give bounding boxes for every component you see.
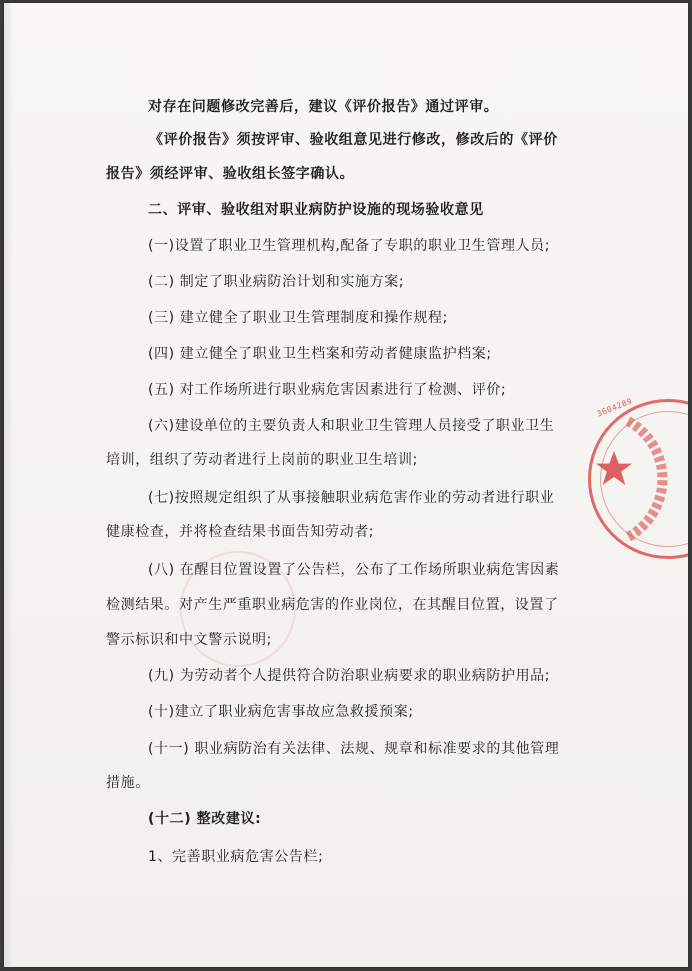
list-item-continuation: 健康检查，并将检查结果书面告知劳动者; [106,524,375,540]
paragraph-line: 报告》须经评审、验收组长签字确认。 [106,166,355,182]
seal-code: 3604289 [595,396,634,419]
list-item: (十一) 职业病防治有关法律、法规、规章和标准要求的其他管理 [148,741,560,757]
subsection-heading: (十二) 整改建议: [148,811,262,827]
list-item: (一)设置了职业卫生管理机构,配备了专职的职业卫生管理人员; [148,238,551,254]
section-heading: 二、评审、验收组对职业病防护设施的现场验收意见 [148,202,484,218]
list-item: (五) 对工作场所进行职业病危害因素进行了检测、评价; [148,382,507,398]
document-body [4,3,688,967]
paragraph-line: 《评价报告》须按评审、验收组意见进行修改，修改后的《评价 [149,132,558,148]
list-item-continuation: 培训，组织了劳动者进行上岗前的职业卫生培训; [106,452,418,468]
list-item-continuation: 警示标识和中文警示说明; [106,632,272,648]
list-item-continuation: 措施。 [106,775,150,791]
list-item: (四) 建立健全了职业卫生档案和劳动者健康监护档案; [148,346,492,362]
document-page [4,3,688,967]
list-item: (八) 在醒目位置设置了公告栏，公布了工作场所职业病危害因素 [148,562,560,578]
list-item: (三) 建立健全了职业卫生管理制度和操作规程; [148,310,448,326]
suggestion-item: 1、完善职业病危害公告栏; [148,849,324,865]
list-item: (九) 为劳动者个人提供符合防治职业病要求的职业病防护用品; [148,668,551,684]
paragraph-line: 对存在问题修改完善后，建议《评价报告》通过评审。 [148,99,499,115]
list-item-continuation: 检测结果。对产生严重职业病危害的作业岗位，在其醒目位置，设置了 [106,597,559,613]
list-item: (二) 制定了职业病防治计划和实施方案; [148,274,405,290]
list-item: (十)建立了职业病危害事故应急救援预案; [148,704,414,720]
list-item: (六)建设单位的主要负责人和职业卫生管理人员接受了职业卫生 [148,418,555,434]
list-item: (七)按照规定组织了从事接触职业病危害作业的劳动者进行职业 [148,490,555,506]
